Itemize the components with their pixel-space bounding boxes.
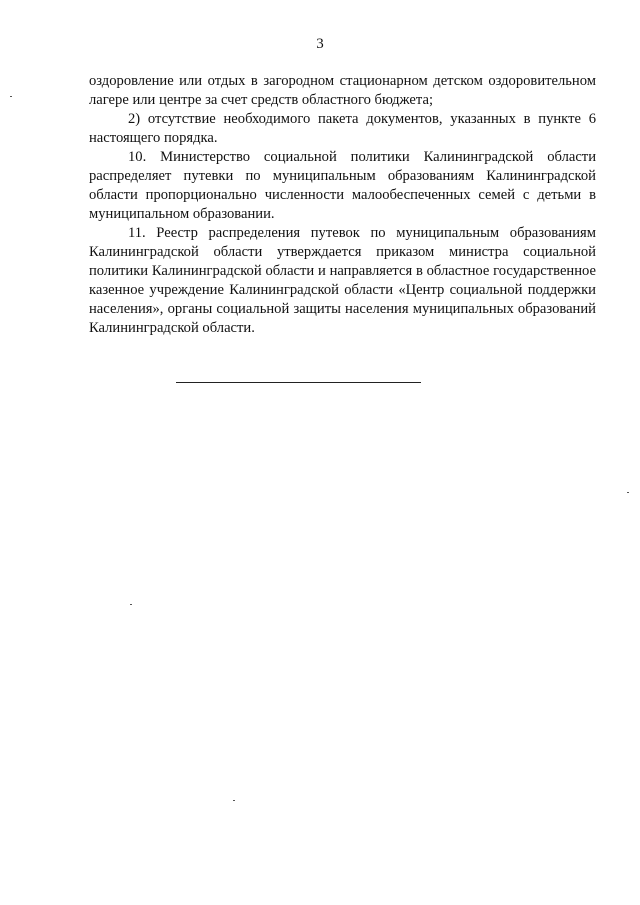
scan-artifact [233, 800, 235, 801]
scan-artifact [130, 604, 132, 605]
paragraph-item-2: 2) отсутствие необходимого пакета документов, указанных в пункте 6 настоящего порядка. [89, 111, 596, 146]
document-body [89, 72, 596, 338]
paragraph-item-10: 10. Министерство социальной политики Калининградской области распределяет путевки по муниципальным образованиям Калининградской области пропорционально численности малообеспеченных семей с детьми в муниципальном образовании. [89, 149, 596, 222]
scan-artifact [627, 492, 629, 493]
page-number: 3 [316, 36, 324, 52]
scan-artifact [10, 96, 12, 97]
paragraph-continuation: оздоровление или отдых в загородном стационарном детском оздоровительном лагере или центре за счет средств областного бюджета; [89, 73, 596, 108]
end-separator-line [176, 382, 421, 383]
paragraph-item-11: 11. Реестр распределения путевок по муниципальным образованиям Калининградской области утверждается приказом министра социальной политики Калининградской области и направляется в областное государственное казенное учреждение Калининградской области «Центр социальной поддержки населения», органы социальной защиты населения муниципальных образований Калининградской области. [89, 225, 596, 336]
